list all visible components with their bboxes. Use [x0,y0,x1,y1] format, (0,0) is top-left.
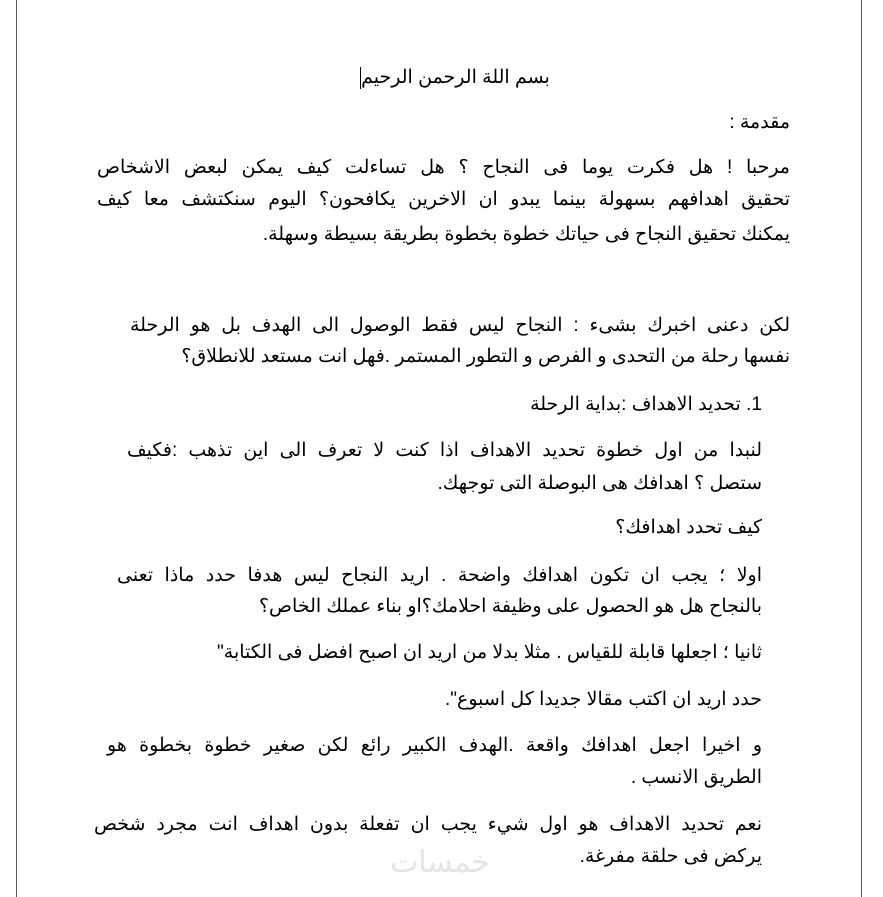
paragraph-line: حدد اريد ان اكتب مقالا جديدا كل اسبوع". [444,689,762,710]
paragraph-line: الطريق الانسب . [630,767,762,788]
paragraph-line: ثانيا ؛ اجعلها قابلة للقياس . مثلا بدلا من اريد ان اصبح افضل فى الكتابة" [217,642,762,663]
page-right-border [861,0,862,897]
paragraph-line: يمكنك تحقيق النجاح فى حياتك خطوة بخطوة بطريقة بسيطة وسهلة. [262,224,790,245]
paragraph-line: و اخيرا اجعل اهدافك واقعة .الهدف الكبير رائع لكن صغير خطوة بخطوة هو [107,735,762,756]
paragraph-line: لنبدا من اول خطوة تحديد الاهداف اذا كنت لا تعرف الى اين تذهب :فكيف [127,440,762,461]
paragraph-line: بالنجاح هل هو الحصول على وظيفة احلامك؟او بناء عملك الخاص؟ [258,596,762,617]
page-left-border [16,0,17,897]
paragraph-line: ستصل ؟ اهدافك هى البوصلة التى توجهك. [437,473,762,494]
section-heading: 1. تحديد الاهداف :بداية الرحلة [530,394,762,415]
title-text: بسم اللة الرحمن الرحيم [361,67,550,88]
paragraph-line: نفسها رحلة من التحدى و الفرص و التطور المستمر .فهل انت مستعد للانطلاق؟ [181,346,790,367]
paragraph-line: لكن دعنى اخبرك بشىء : النجاح ليس فقط الوصول الى الهدف بل هو الرحلة [130,315,790,336]
paragraph-line: تحقيق اهدافهم بسهولة بينما يبدو ان الاخرين يكافحون؟ اليوم سنكتشف معا كيف [97,189,790,210]
paragraph-line: اولا ؛ يجب ان تكون اهدافك واضحة . اريد النجاح ليس هدفا حدد ماذا تعنى [117,565,762,586]
document-title[interactable] [300,65,610,91]
intro-heading: مقدمة : [729,112,790,133]
paragraph-line: يركض فى حلقة مفرغة. [579,846,762,867]
question-heading: كيف تحدد اهدافك؟ [615,517,762,538]
paragraph-line: مرحبا ! هل فكرت يوما فى النجاح ؟ هل تساءلت كيف يمكن لبعض الاشخاص [97,157,790,178]
paragraph-line: نعم تحديد الاهداف هو اول شيء يجب ان تفعلة بدون اهداف انت مجرد شخص [94,814,762,835]
watermark-logo: خمسات [390,845,491,880]
